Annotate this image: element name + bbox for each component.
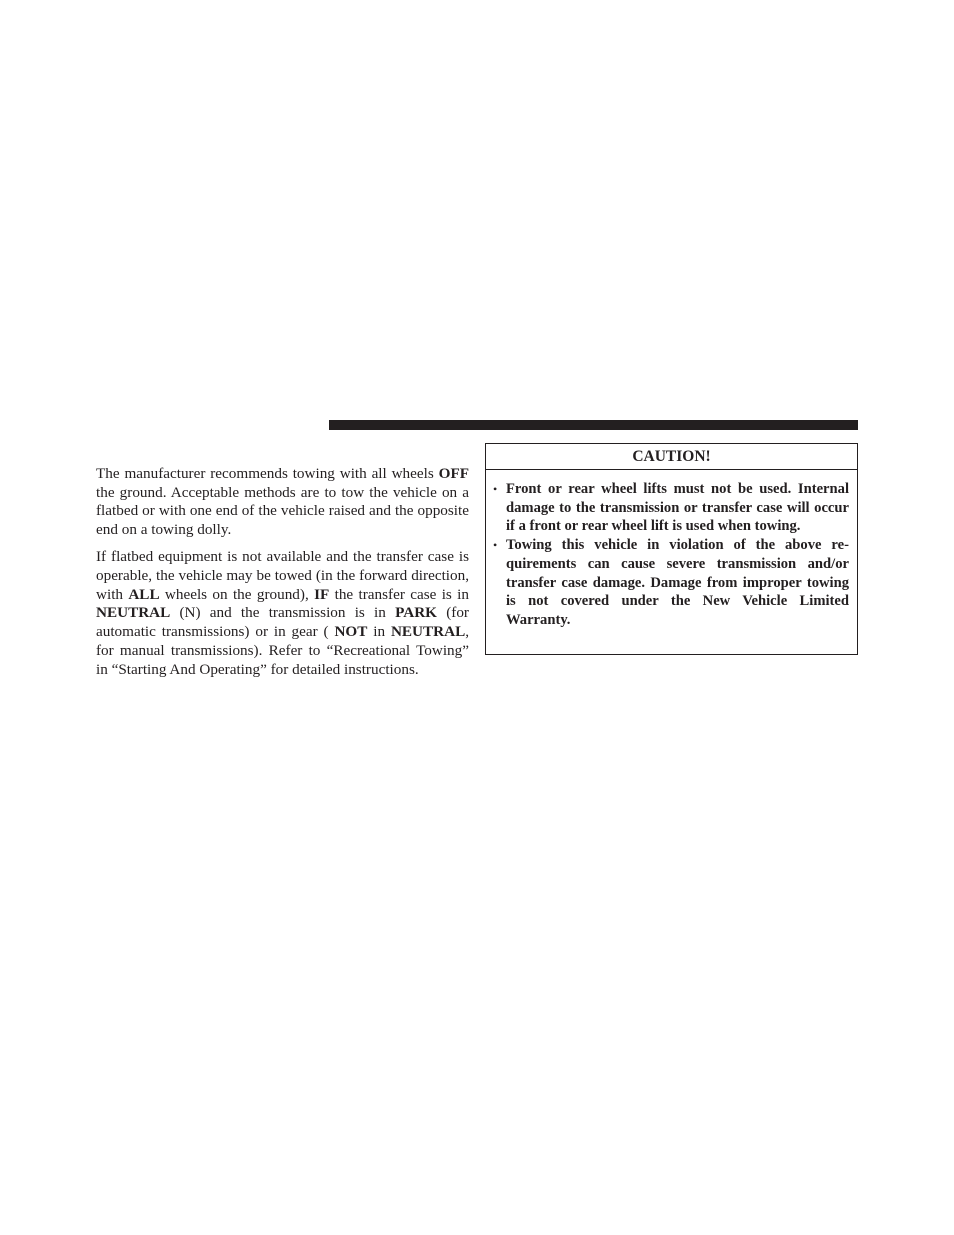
header-rule [329,420,858,430]
text-run: the ground. Acceptable methods are to tow the vehicle on a flatbed or with one end of the vehicle raised and the opposite end on a towing dolly. [96,483,469,539]
emphasis-if: IF [314,585,330,603]
caution-box [485,443,858,655]
emphasis-off: OFF [438,465,469,482]
bullet-icon: • [493,538,498,553]
caution-title: CAUTION! [486,444,857,470]
text-run: wheels on the ground), [159,585,315,603]
text-run: (for automatic transmissions) or in gear ( [96,604,469,641]
emphasis-all: ALL [128,585,160,603]
text-run: , for manual transmissions). Refer to “Recreational Towing” in “Starting And Operating” for detailed instructions. [96,623,469,678]
text-run: (N) and the transmission is in [170,604,396,622]
emphasis-neutral: NEUTRAL [96,604,171,622]
caution-item [493,536,849,630]
text-run: in [367,623,391,641]
text-run: the transfer case is in [329,585,469,603]
text-run: The manufacturer recommends towing with all wheels [96,465,439,482]
paragraph-towing-recommendation [96,465,469,540]
caution-list [486,470,857,630]
caution-item-text: Front or rear wheel lifts must not be used. Internal damage to the transmission or transfer case will occur if a front or rear wheel lift is used when towing. [506,481,849,535]
caution-item-text: Towing this vehicle in violation of the above requirements can cause severe transmission and/or transfer case damage. Damage from improper towing is not covered under the New Vehicle Limited Warranty. [506,537,849,628]
emphasis-park: PARK [395,604,437,622]
body-text [96,465,469,688]
bullet-icon: • [493,482,498,496]
paragraph-flatbed-alternative [96,548,469,679]
emphasis-not: NOT [334,623,368,641]
caution-item [493,480,849,536]
text-run: If flatbed equipment is not available and the transfer case is operable, the vehicle may be towed (in the forward direction, with [96,548,469,603]
emphasis-neutral: NEUTRAL [390,623,466,641]
